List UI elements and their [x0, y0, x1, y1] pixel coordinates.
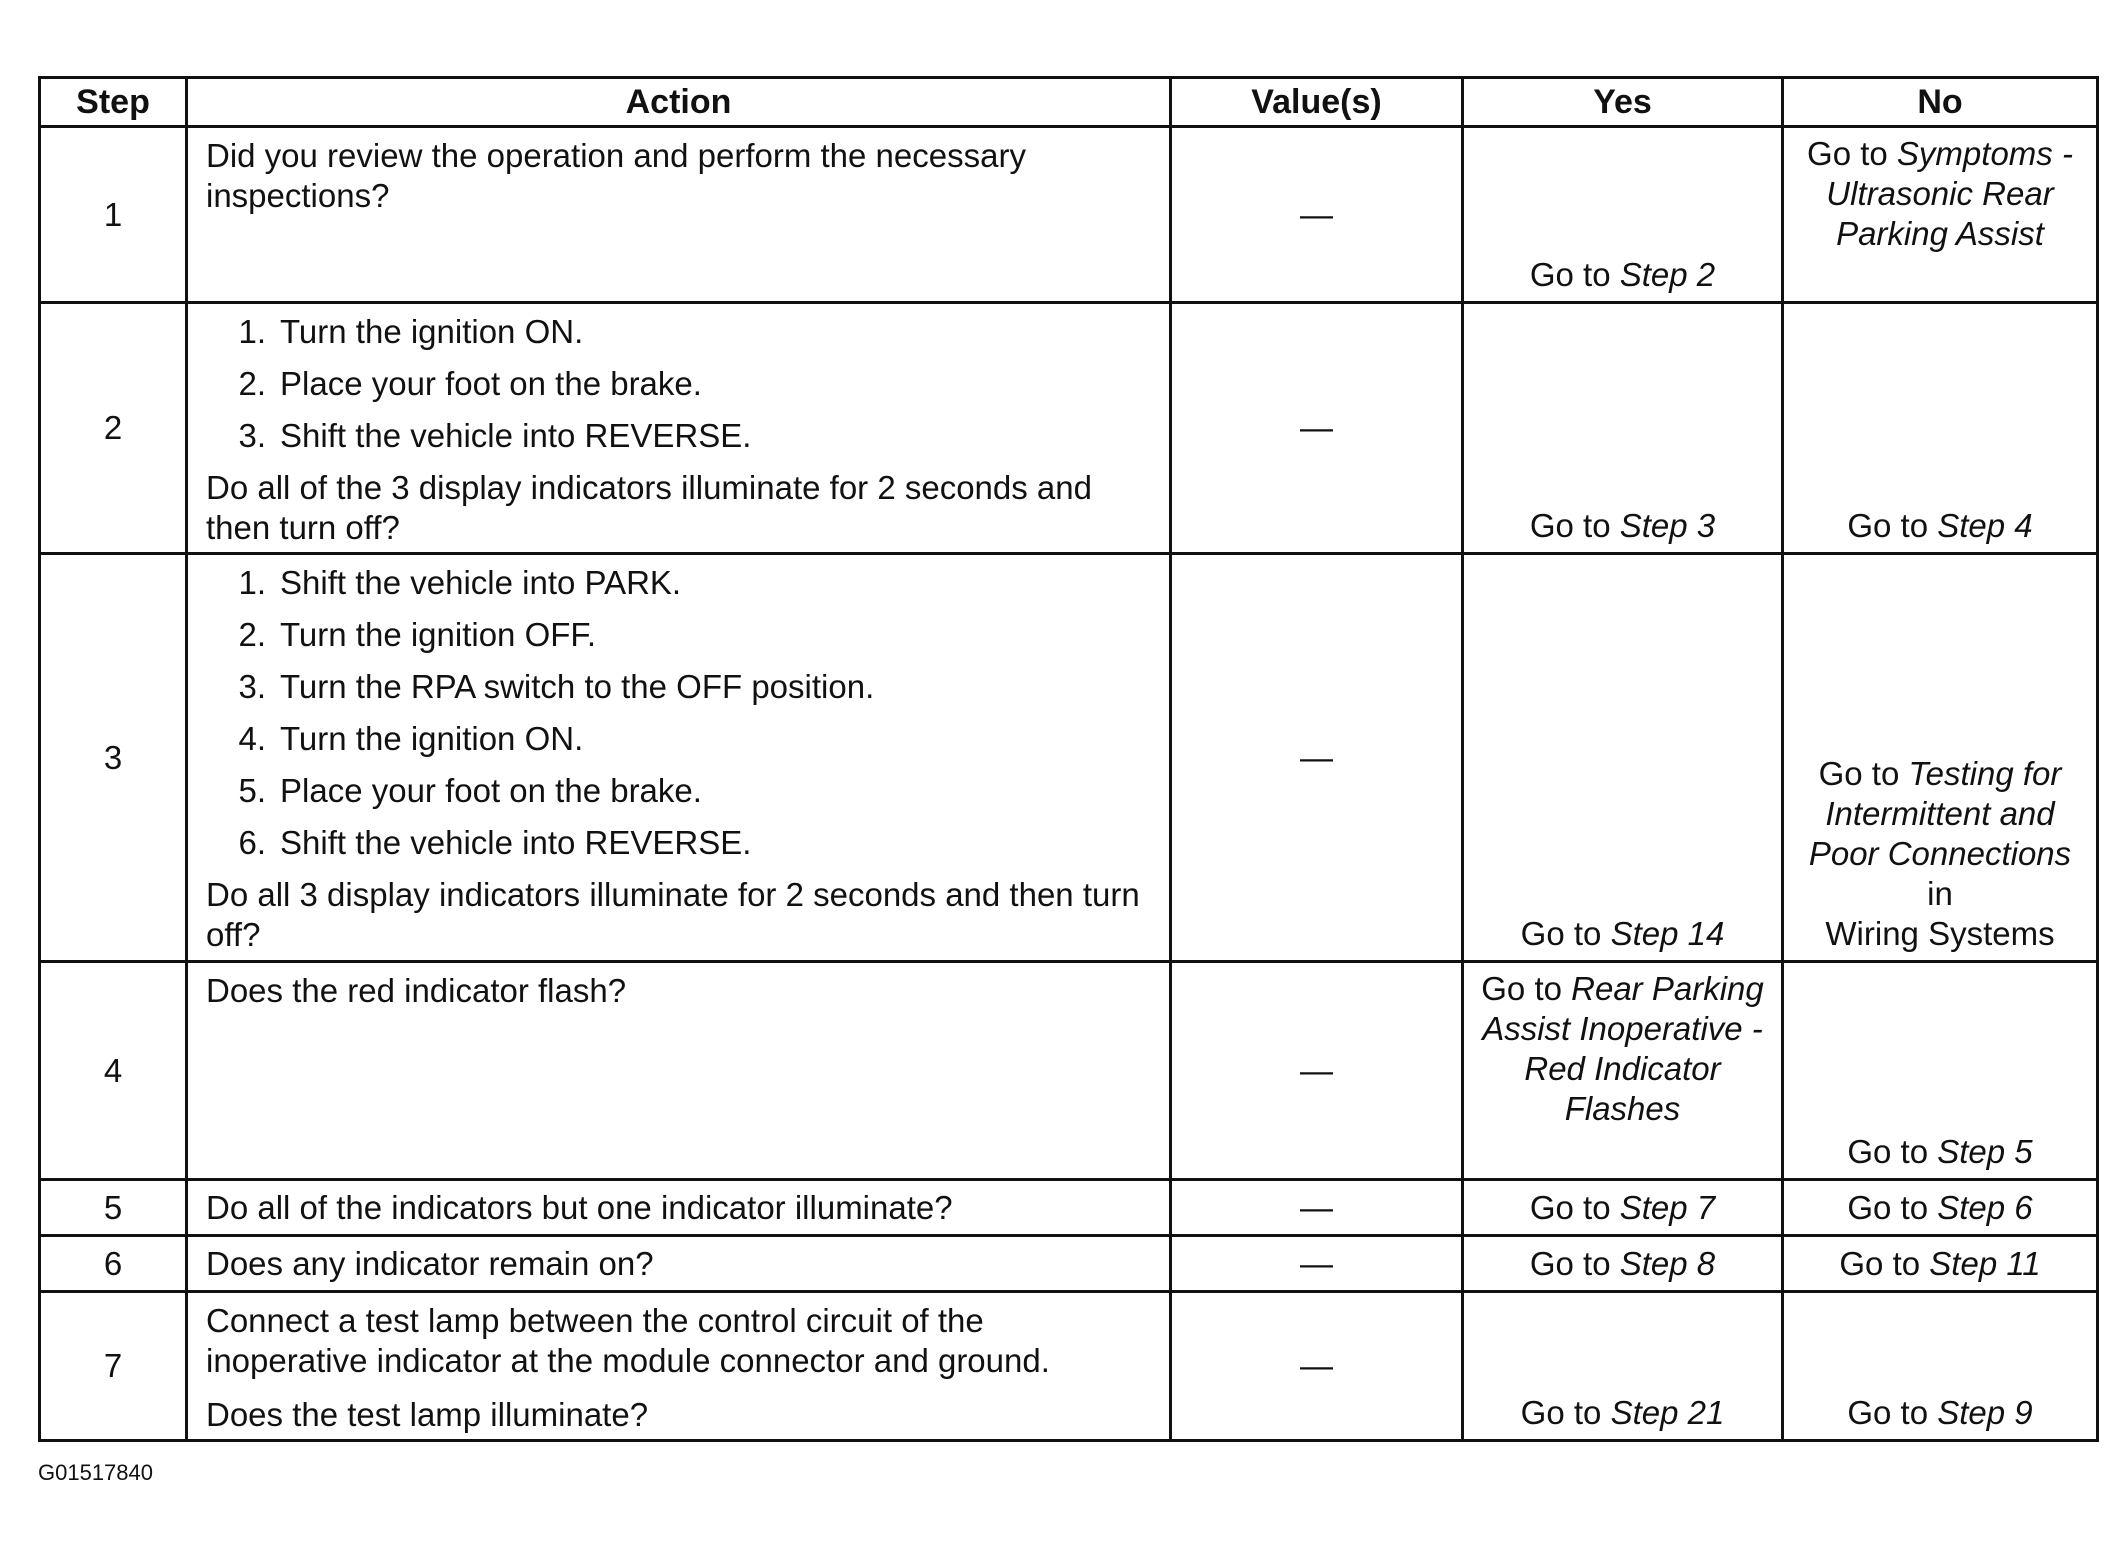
value-cell: —: [1171, 1180, 1463, 1236]
list-item: 2. Turn the ignition OFF.: [238, 616, 597, 653]
no-cell[interactable]: Go to Step 5: [1783, 962, 2098, 1180]
action-cell: [187, 1236, 1171, 1292]
instruction-text: Connect a test lamp between the control circuit of the inoperative indicator at the module connector and ground.: [206, 1302, 1050, 1379]
no-cell[interactable]: Go to Step 6: [1783, 1180, 2098, 1236]
yes-cell[interactable]: Go to Step 2: [1463, 127, 1783, 303]
header-step: Step: [40, 78, 187, 127]
no-link[interactable]: Step 11: [1929, 1244, 2041, 1282]
question-text: Does the test lamp illuminate?: [206, 1396, 649, 1433]
header-row: [40, 78, 2098, 127]
yes-cell[interactable]: Go to Step 8: [1463, 1236, 1783, 1292]
action-cell: [187, 303, 1171, 554]
yes-link[interactable]: Step 14: [1610, 915, 1725, 952]
figure-code: G01517840: [38, 1460, 153, 1485]
no-cell[interactable]: Go to Step 11: [1783, 1236, 2098, 1292]
yes-link[interactable]: Step 21: [1610, 1394, 1725, 1431]
action-cell: [187, 1292, 1171, 1441]
no-link[interactable]: Testing for Intermittent and Poor Connections: [1808, 755, 2072, 872]
yes-cell[interactable]: Go to Step 14: [1463, 554, 1783, 962]
step-number: 7: [40, 1292, 187, 1441]
list-item: 1. Turn the ignition ON.: [238, 313, 584, 350]
question-text: Do all 3 display indicators illuminate for 2 seconds and then turn off?: [206, 876, 1140, 953]
list-item: 3. Shift the vehicle into REVERSE.: [238, 417, 752, 454]
value-cell: —: [1171, 554, 1463, 962]
yes-link[interactable]: Step 8: [1619, 1244, 1716, 1282]
no-link[interactable]: Step 6: [1937, 1188, 2033, 1226]
header-values: Value(s): [1171, 78, 1463, 127]
no-link[interactable]: Symptoms - Ultrasonic Rear Parking Assist: [1826, 135, 2073, 252]
yes-cell[interactable]: Go to Rear Parking Assist Inoperative - Red Indicator Flashes: [1463, 962, 1783, 1180]
header-no: No: [1783, 78, 2098, 127]
no-cell[interactable]: Go to Symptoms - Ultrasonic Rear Parking Assist: [1783, 127, 2098, 303]
table-row: [40, 1236, 2098, 1292]
step-number: 3: [40, 554, 187, 962]
no-cell[interactable]: Go to Step 4: [1783, 303, 2098, 554]
procedure-list: [206, 312, 1151, 456]
action-cell: [187, 554, 1171, 962]
yes-link[interactable]: Rear Parking Assist Inoperative - Red Indicator Flashes: [1482, 970, 1764, 1127]
step-number: 1: [40, 127, 187, 303]
yes-link[interactable]: Step 7: [1619, 1188, 1716, 1226]
yes-cell[interactable]: Go to Step 7: [1463, 1180, 1783, 1236]
action-cell: [187, 1180, 1171, 1236]
no-link[interactable]: Step 4: [1937, 507, 2033, 544]
no-cell[interactable]: Go to Step 9: [1783, 1292, 2098, 1441]
step-number: 5: [40, 1180, 187, 1236]
list-item: 5. Place your foot on the brake.: [238, 772, 702, 809]
procedure-list: [206, 563, 1151, 863]
table-row: [40, 303, 2098, 554]
list-item: 6. Shift the vehicle into REVERSE.: [238, 824, 752, 861]
yes-cell[interactable]: Go to Step 3: [1463, 303, 1783, 554]
step-number: 6: [40, 1236, 187, 1292]
no-link[interactable]: Step 5: [1937, 1133, 2033, 1170]
no-link[interactable]: Step 9: [1937, 1394, 2033, 1431]
value-cell: —: [1171, 1236, 1463, 1292]
list-item: 4. Turn the ignition ON.: [238, 720, 584, 757]
question-text: Did you review the operation and perform the necessary inspections?: [206, 137, 1026, 214]
header-action: Action: [187, 78, 1171, 127]
header-yes: Yes: [1463, 78, 1783, 127]
yes-link[interactable]: Step 2: [1619, 256, 1716, 293]
value-cell: —: [1171, 127, 1463, 303]
step-number: 4: [40, 962, 187, 1180]
list-item: 3. Turn the RPA switch to the OFF position.: [238, 668, 875, 705]
question-text: Do all of the 3 display indicators illuminate for 2 seconds and then turn off?: [206, 469, 1092, 546]
question-text: Does the red indicator flash?: [206, 972, 627, 1009]
no-cell[interactable]: Go to Testing for Intermittent and Poor Connections in Wiring Systems: [1783, 554, 2098, 962]
action-cell: [187, 127, 1171, 303]
question-text: Do all of the indicators but one indicator illuminate?: [206, 1188, 953, 1226]
list-item: 1. Shift the vehicle into PARK.: [238, 564, 682, 601]
action-cell: [187, 962, 1171, 1180]
list-item: 2. Place your foot on the brake.: [238, 365, 702, 402]
yes-link[interactable]: Step 3: [1619, 507, 1716, 544]
step-number: 2: [40, 303, 187, 554]
question-text: Does any indicator remain on?: [206, 1244, 654, 1282]
table-row: [40, 1292, 2098, 1441]
value-cell: —: [1171, 303, 1463, 554]
table-row: [40, 127, 2098, 303]
table-row: [40, 962, 2098, 1180]
table-row: [40, 1180, 2098, 1236]
table-row: [40, 554, 2098, 962]
diagnostic-table: [38, 76, 2099, 1442]
yes-cell[interactable]: Go to Step 21: [1463, 1292, 1783, 1441]
value-cell: —: [1171, 962, 1463, 1180]
value-cell: —: [1171, 1292, 1463, 1441]
